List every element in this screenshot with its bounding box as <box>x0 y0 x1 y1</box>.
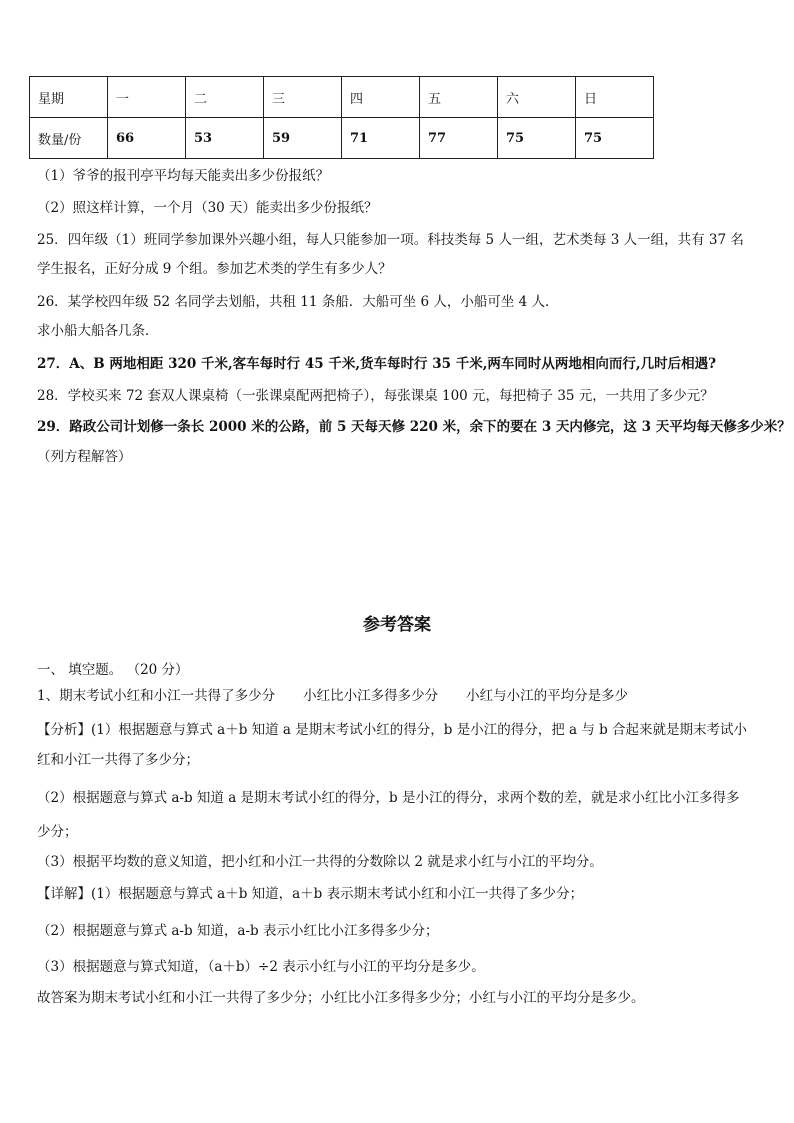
table-cell: 71 <box>342 118 420 159</box>
answer-1-part-3: 小红与小江的平均分是多少 <box>466 688 629 704</box>
table-cell: 四 <box>342 77 420 118</box>
question-26-line-1: 26．某学校四年级 52 名同学去划船，共租 11 条船．大船可坐 6 人，小船可坐 4 人． <box>37 294 559 310</box>
analysis-2-line-2: 少分； <box>37 824 78 840</box>
answer-1-part-1: 1、期末考试小红和小江一共得了多少分 <box>37 688 276 704</box>
analysis-1-line-1: 【分析】(1）根据题意与算式 a＋b 知道 a 是期末考试小红的得分，b 是小江的得分，把 a 与 b 合起来就是期末考试小 <box>37 722 748 738</box>
detail-3: （3）根据题意与算式知道，（a＋b）÷2 表示小红与小江的平均分是多少。 <box>37 959 485 975</box>
answer-conclusion: 故答案为期末考试小红和小江一共得了多少分；小红比小江多得多少分；小红与小江的平均分是多少。 <box>37 990 645 1006</box>
table-row <box>30 77 654 118</box>
detail-2: （2）根据题意与算式 a-b 知道，a-b 表示小红比小江多得多少分； <box>37 923 439 939</box>
table-cell: 77 <box>420 118 498 159</box>
question-25-line-2: 学生报名，正好分成 9 个组。参加艺术类的学生有多少人？ <box>37 261 392 277</box>
table-cell: 六 <box>498 77 576 118</box>
table-cell: 59 <box>264 118 342 159</box>
answers-title: 参考答案 <box>363 615 431 635</box>
question-27: 27．A、B 两地相距 320 千米,客车每时行 45 千米,货车每时行 35 千米,两车同时从两地相向而行,几时后相遇? <box>37 356 717 372</box>
table-cell: 53 <box>186 118 264 159</box>
answer-1-part-2: 小红比小江多得多少分 <box>303 688 439 704</box>
table-cell: 一 <box>108 77 186 118</box>
table-row <box>30 118 654 159</box>
analysis-1-line-2: 红和小江一共得了多少分； <box>37 752 199 768</box>
question-25-line-1: 25．四年级（1）班同学参加课外兴趣小组，每人只能参加一项。科技类每 5 人一组，艺术类每 3 人一组，共有 37 名 <box>37 232 744 248</box>
analysis-3: （3）根据平均数的意义知道，把小红和小江一共得的分数除以 2 就是求小红与小江的平均分。 <box>37 854 603 870</box>
question-29-line-2: （列方程解答） <box>37 449 132 465</box>
table-cell: 66 <box>108 118 186 159</box>
question-24-part-2: （2）照这样计算，一个月（30 天）能卖出多少份报纸？ <box>37 200 378 216</box>
analysis-2-line-1: （2）根据题意与算式 a-b 知道 a 是期末考试小红的得分，b 是小江的得分，求两个数的差，就是求小红比小江多得多 <box>37 790 740 806</box>
answer-1 <box>37 686 764 706</box>
table-cell: 三 <box>264 77 342 118</box>
detail-1: 【详解】(1）根据题意与算式 a＋b 知道，a＋b 表示期末考试小红和小江一共得了多少分； <box>37 886 584 902</box>
table-cell: 数量/份 <box>30 118 108 159</box>
table-cell: 75 <box>498 118 576 159</box>
table-cell: 75 <box>576 118 654 159</box>
table-cell: 五 <box>420 77 498 118</box>
question-28: 28．学校买来 72 套双人课桌椅（一张课桌配两把椅子），每张课桌 100 元，每把椅子 35 元，一共用了多少元？ <box>37 388 714 404</box>
question-26-line-2: 求小船大船各几条． <box>37 323 159 339</box>
answers-section-heading: 一、 填空题。 （20 分） <box>37 662 189 678</box>
table-cell: 二 <box>186 77 264 118</box>
newspaper-sales-table <box>29 76 654 159</box>
table-cell: 日 <box>576 77 654 118</box>
question-29-line-1: 29．路政公司计划修一条长 2000 米的公路，前 5 天每天修 220 米，余下的要在 3 天内修完，这 3 天平均每天修多少米？ <box>37 419 791 435</box>
question-24-part-1: （1）爷爷的报刊亭平均每天能卖出多少份报纸？ <box>37 168 330 184</box>
table-cell: 星期 <box>30 77 108 118</box>
